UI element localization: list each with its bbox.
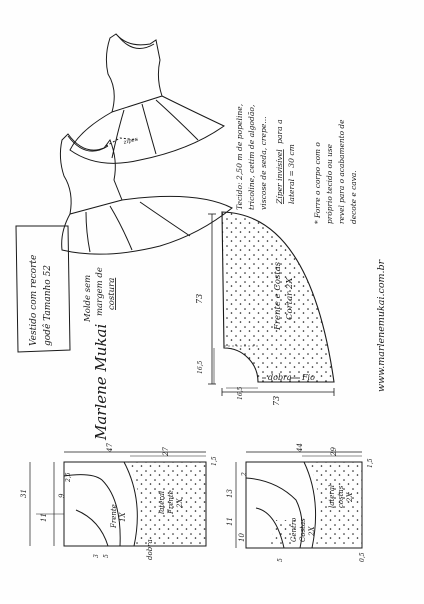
mold-note-line-3: costura [107,277,117,310]
front-dim-3: 3 [93,554,100,558]
svg-text:zíper: zíper [123,136,139,146]
front-center-label-1: Frente [110,504,118,528]
skirt-piece-label-2: Cortar 2X [285,277,295,320]
mold-note-line-2: margem de [95,267,105,316]
front-side-label-3: 2X [176,498,184,508]
lining-line-1: * Forre o corpo com o [313,142,322,224]
back-dim-13: 13 [226,489,234,498]
back-center-label-3: 2X [308,526,316,536]
skirt-fold-label: dobra [268,373,292,382]
skirt-piece [208,212,334,396]
front-dim-31: 31 [20,489,28,498]
front-fold-label: dobra [146,539,154,560]
svg-text:www.marlenemukai.com.br: www.marlenemukai.com.br [376,259,387,392]
lining-line-2: próprio tecido ou use [325,143,334,224]
back-dim-10: 10 [238,533,246,542]
front-center-label-2: 1X [119,512,127,522]
zipper-label: Zíper invisível [275,149,284,204]
front-dim-25: 2,5 [65,472,72,482]
back-dim-11: 11 [226,517,234,526]
svg-text:Marlene Mukai: Marlene Mukai [92,323,110,440]
front-side-label-1: lateral [158,490,166,514]
back-dim-05: 0,5 [359,552,366,562]
lining-line-3: revel para o acabamento de [337,119,346,224]
front-dim-27: 27 [162,447,170,456]
skirt-grain-label: Fio [302,373,315,382]
title-line-2: godê Tamanho 52 [43,264,53,346]
skirt-offset-dim: 16,5 [237,386,244,400]
skirt-width-dim: 73 [272,395,281,406]
back-dim-15: 1,5 [367,458,374,468]
back-dim-2: 2 [241,472,248,476]
front-dim-15: 1,5 [211,456,218,466]
front-dim-9: 9 [58,493,66,498]
mold-note [83,267,117,323]
back-center-label-1: Centro [290,517,298,542]
back-dim-5: 5 [277,558,284,562]
signature [92,323,110,441]
front-dim-5: 5 [103,554,110,558]
title-line-1: Vestido com recorte [29,254,39,346]
skirt-inner-dim: 16,5 [197,360,204,374]
dress-sketch-back [70,34,224,163]
back-dim-44: 44 [296,443,304,452]
skirt-piece-label-1: Frente e Costas [273,261,283,330]
lining-notes [313,119,358,224]
back-side-label-3: 2X [346,492,354,502]
front-side-label-2: Frente [167,490,175,514]
fabric-line-1: Tecido: 2,50 m de popeline, [235,103,244,210]
lining-line-4: decote e cava. [349,170,358,224]
svg-text:Zíper invisível para a: Zíper invisível para a [275,119,284,204]
fabric-notes [235,104,268,210]
back-center-label-2: Costas [299,518,307,542]
back-dim-29: 29 [330,447,338,456]
skirt-radius-dim: 73 [195,293,204,304]
back-side-label-1: lateral [328,484,336,508]
zipper-notes [275,119,296,205]
fabric-line-2: tricoline, cetim de algodão, [247,104,256,210]
fabric-line-3: viscose de seda, crepe... [259,116,268,210]
dress-sketch-front [60,134,232,254]
website [376,258,387,392]
zip-label [122,136,139,147]
back-side-label-2: costas [337,485,345,508]
zipper-length: lateral = 30 cm [287,144,296,204]
front-dim-11: 11 [40,513,48,522]
front-dim-47: 47 [106,443,114,452]
mold-note-line-1: Molde sem [83,274,93,322]
